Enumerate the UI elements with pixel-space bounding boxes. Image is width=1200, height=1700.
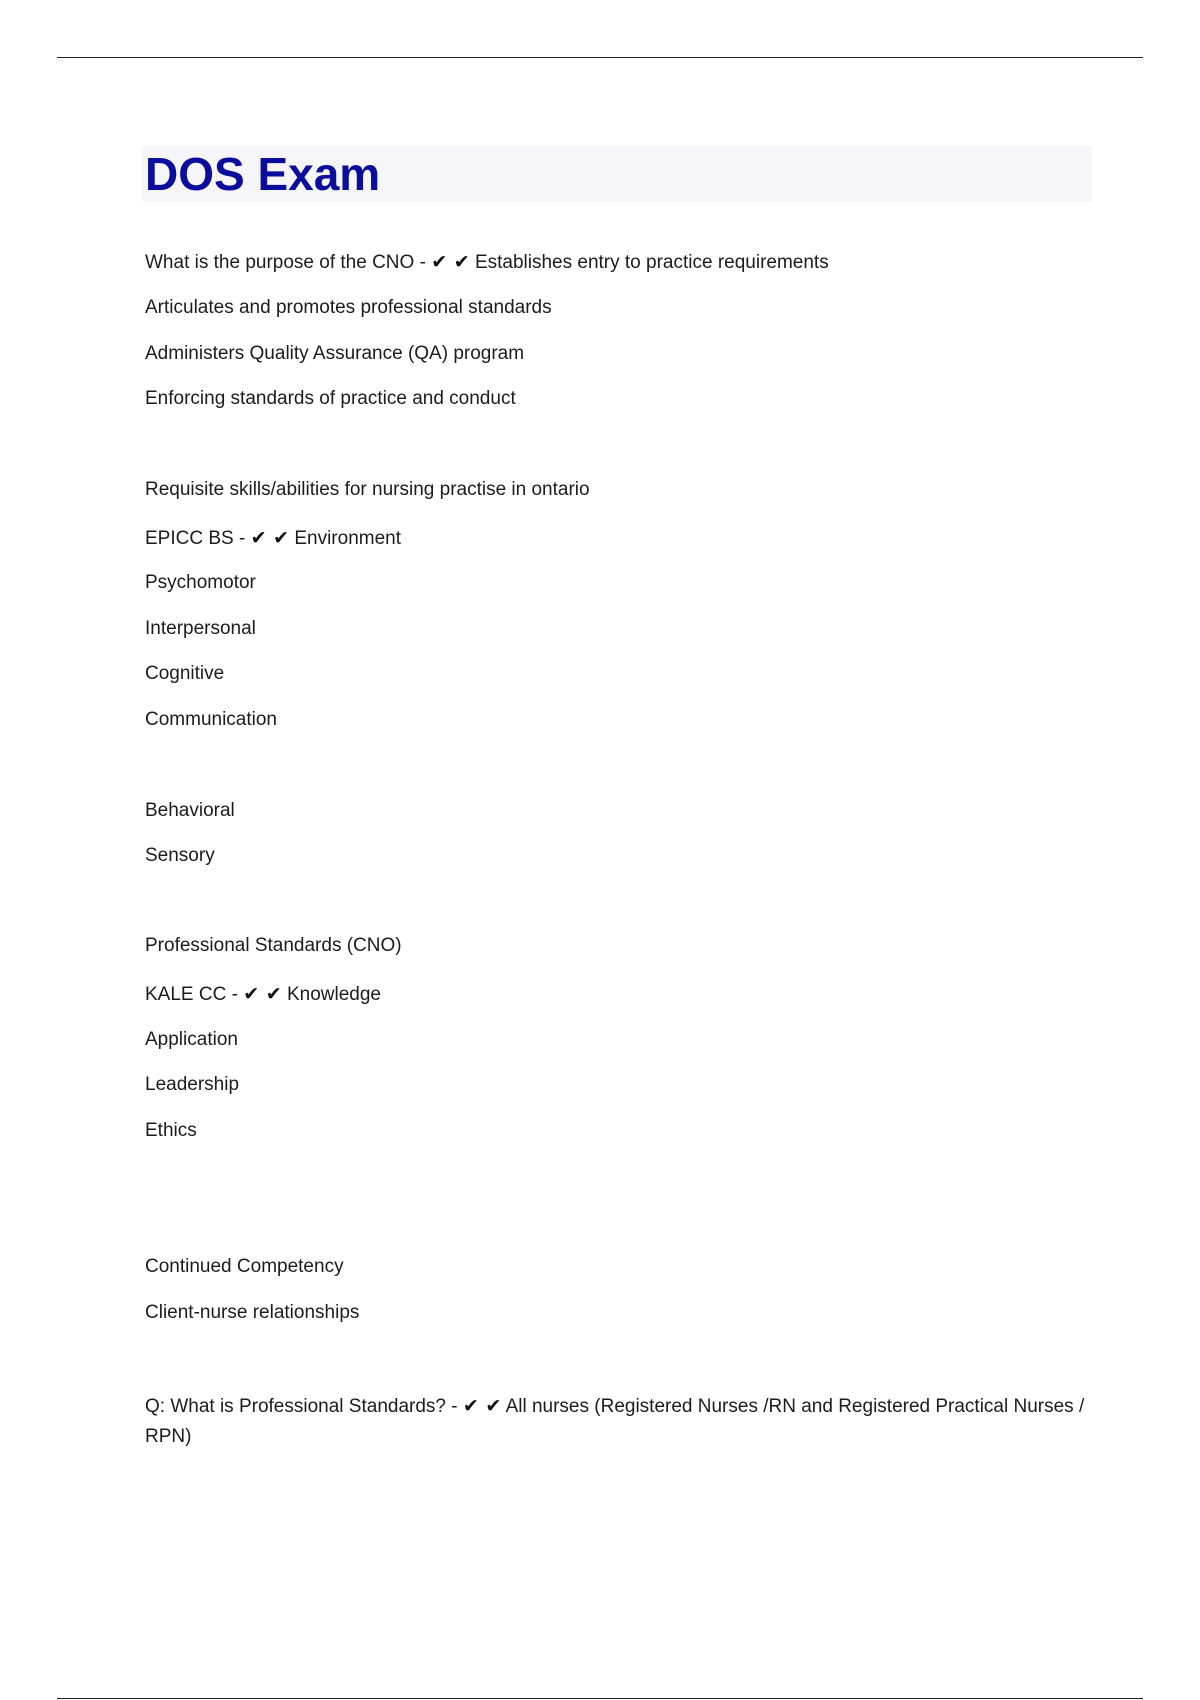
answer-line: Enforcing standards of practice and conduct — [145, 388, 516, 409]
answer-line: Communication — [145, 709, 277, 730]
section-heading: Requisite skills/abilities for nursing practise in ontario — [145, 479, 590, 500]
question-text: EPICC BS - — [145, 528, 246, 549]
answer-line: Sensory — [145, 845, 215, 866]
answer-text: Establishes entry to practice requirements — [474, 252, 829, 273]
answer-text: Environment — [294, 528, 402, 549]
answer-line: Application — [145, 1029, 238, 1050]
double-check-icon: ✔ ✔ — [250, 527, 290, 549]
answer-text: All nurses (Registered Nurses /RN and Registered Practical Nurses / RPN) — [145, 1396, 1085, 1447]
answer-line: Continued Competency — [145, 1256, 344, 1277]
answer-line: Administers Quality Assurance (QA) program — [145, 343, 525, 364]
header-rule — [57, 57, 1143, 58]
answer-line: Interpersonal — [145, 618, 256, 639]
double-check-icon: ✔ ✔ — [431, 251, 470, 273]
page-title: DOS Exam — [145, 148, 381, 200]
answer-line: Client-nurse relationships — [145, 1302, 360, 1323]
answer-line: Leadership — [145, 1074, 240, 1095]
question-text: Q: What is Professional Standards? - — [145, 1396, 458, 1417]
double-check-icon: ✔ ✔ — [243, 983, 282, 1005]
answer-line: Behavioral — [145, 800, 235, 821]
question-line — [145, 982, 381, 1007]
section-heading: Professional Standards (CNO) — [145, 935, 402, 956]
question-text: KALE CC - — [145, 984, 238, 1005]
answer-line: Articulates and promotes professional standards — [145, 297, 552, 318]
double-check-icon: ✔ ✔ — [462, 1395, 502, 1417]
question-line — [145, 1391, 1085, 1452]
answer-line: Ethics — [145, 1120, 197, 1141]
question-line — [145, 526, 401, 551]
footer-rule — [57, 1698, 1143, 1699]
question-line — [145, 250, 829, 275]
answer-line: Psychomotor — [145, 572, 256, 593]
answer-line: Cognitive — [145, 663, 225, 684]
question-text: What is the purpose of the CNO - — [145, 252, 426, 273]
answer-text: Knowledge — [286, 984, 381, 1005]
